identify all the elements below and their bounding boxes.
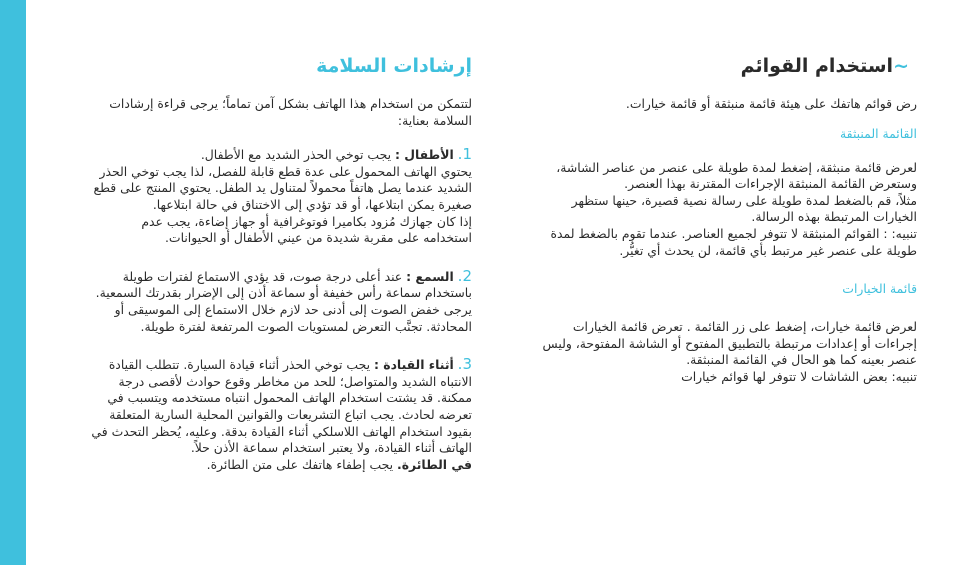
menus-intro: رض قوائم هاتفك على هيئة قائمة منبثقة أو قائمة خيارات. <box>625 96 917 111</box>
item-number: 3. <box>457 355 472 374</box>
item-number: 2. <box>457 266 472 285</box>
options-line: عنصر بعينه كما هو الحال في القائمة المنبثقة. <box>686 352 917 368</box>
popup-line: الخيارات المرتبطة بهذه الرسالة. <box>751 209 917 225</box>
children-line: استخدامه على مقربة شديدة من عيني الأطفال أو الحيوانات. <box>164 230 472 246</box>
popup-line: لعرض قائمة منبثقة، إضغط لمدة طويلة على عنصر من عناصر الشاشة، <box>556 159 917 175</box>
driving-line: تعرضه لحادث. يجب اتباع التشريعات والقوانين المحلية السارية المتعلقة <box>109 406 472 422</box>
options-note: تنبيه: بعض الشاشات لا تتوفر لها قوائم خيارات <box>681 368 917 384</box>
menus-title <box>525 48 917 84</box>
children-line: صغيرة يمكن ابتلاعها، أو قد تؤدي إلى الاختناق في حالة ابتلاعها. <box>152 196 472 212</box>
item-number: 1. <box>457 145 472 164</box>
safety-intro-line: لتتمكن من استخدام هذا الهاتف بشكل آمن تماماً؛ يرجى قراءة إرشادات <box>109 96 472 111</box>
hearing-line: باستخدام سماعة رأس خفيفة أو سماعة أذن إلى الإضرار بقدرتك السمعية. <box>95 285 472 301</box>
children-line: الشديد عندما يصل هاتفاً محمولاً لمتناول يد الطفل. يحتوي المنتج على قطع <box>93 180 472 196</box>
hearing-line: المحادثة. تجنَّب التعرض لمستويات الصوت المرتفعة لفترة طويلة. <box>140 318 472 334</box>
item-label: أثناء القيادة : <box>373 357 454 373</box>
hearing-item-title <box>76 268 472 286</box>
menus-section <box>525 48 917 386</box>
airplane-text: يجب إطفاء هاتفك على متن الطائرة. <box>206 456 398 472</box>
safety-title: إرشادات السلامة <box>316 55 472 77</box>
item-label: الأطفال : <box>394 147 454 163</box>
driving-line: بقيود استخدام الهاتف اللاسلكي أثناء القيادة بدقة. وعليه، يُحظر التحدث في <box>91 423 472 439</box>
tilde-mark: ~ <box>893 55 909 77</box>
driving-item-title <box>76 356 472 374</box>
children-line: إذا كان جهازك مُزود بكاميرا فوتوغرافية أو جهاز إضاءة، يجب عدم <box>141 213 472 229</box>
children-item-title <box>76 146 472 164</box>
airplane-label: في الطائرة. <box>397 456 472 472</box>
item-first-line: يجب توخي الحذر أثناء قيادة السيارة. تتطلب القيادة <box>108 357 374 373</box>
item-label: السمع : <box>406 268 454 284</box>
options-line: إجراءات أو إعدادات مرتبطة بالتطبيق المفتوح أو الشاشة المفتوحة، وليس <box>542 335 917 351</box>
driving-line: الهاتف أثناء القيادة، ولا يعتبر استخدام سماعة الأذن حلاً. <box>190 440 472 456</box>
options-line: لعرض قائمة خيارات، إضغط على زر القائمة . تعرض قائمة الخيارات <box>572 319 917 335</box>
safety-section <box>76 48 472 473</box>
popup-note: طويلة على عنصر غير مرتبط بأي قائمة، لن يحدث أي تغيُّر. <box>619 242 917 258</box>
popup-line: مثلاً، قم بالضغط لمدة طويلة على رسالة نصية قصيرة، حينها ستظهر <box>571 192 917 208</box>
hearing-line: يرجى خفض الصوت إلى أدنى حد لازم خلال الاستماع إلى الموسيقى أو <box>114 301 472 317</box>
popup-menu-heading: القائمة المنبثقة <box>840 125 917 141</box>
popup-note: تنبيه: : القوائم المنبثقة لا تتوفر لجميع العناصر. عندما تقوم بالضغط لمدة <box>550 225 917 241</box>
driving-line: ممكنة. قد يشتت استخدام الهاتف المحمول انتباه مستخدمه ويتسبب في <box>107 390 472 406</box>
children-line: يحتوي الهاتف المحمول على عدة قطع قابلة للفصل، لذا يجب توخي الحذر <box>99 163 472 179</box>
driving-line: الانتباه الشديد والمتواصل؛ للحد من مخاطر وقوع حوادث لأقصى درجة <box>118 373 472 389</box>
item-first-line: عند أعلى درجة صوت، قد يؤدي الاستماع لفترات طويلة <box>122 268 407 284</box>
item-first-line: يجب توخي الحذر الشديد مع الأطفال. <box>200 147 395 163</box>
airplane-line <box>76 457 472 474</box>
left-accent-bar <box>0 0 26 565</box>
menus-title-text: استخدام القوائم <box>740 55 894 77</box>
options-menu-heading: قائمة الخيارات <box>842 281 917 297</box>
popup-line: وستعرض القائمة المنبثقة الإجراءات المقترنة بهذا العنصر. <box>624 176 917 192</box>
safety-intro-line: السلامة بعناية: <box>397 112 472 128</box>
